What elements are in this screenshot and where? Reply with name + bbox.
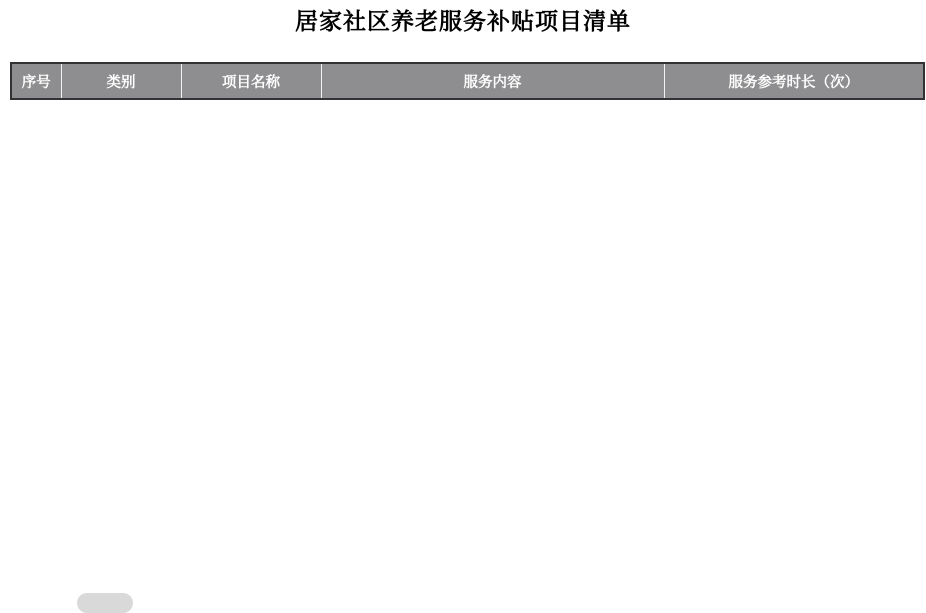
col-header-project: 项目名称 [181, 63, 321, 99]
page-title: 居家社区养老服务补贴项目清单 [295, 8, 631, 34]
table-header [11, 63, 924, 99]
col-header-duration: 服务参考时长（次） [664, 63, 924, 99]
header-row [11, 63, 924, 99]
col-header-no: 序号 [11, 63, 61, 99]
col-header-content: 服务内容 [321, 63, 664, 99]
subsidy-project-table [10, 62, 925, 100]
col-header-category: 类别 [61, 63, 181, 99]
corner-artifact-blob [77, 593, 133, 613]
